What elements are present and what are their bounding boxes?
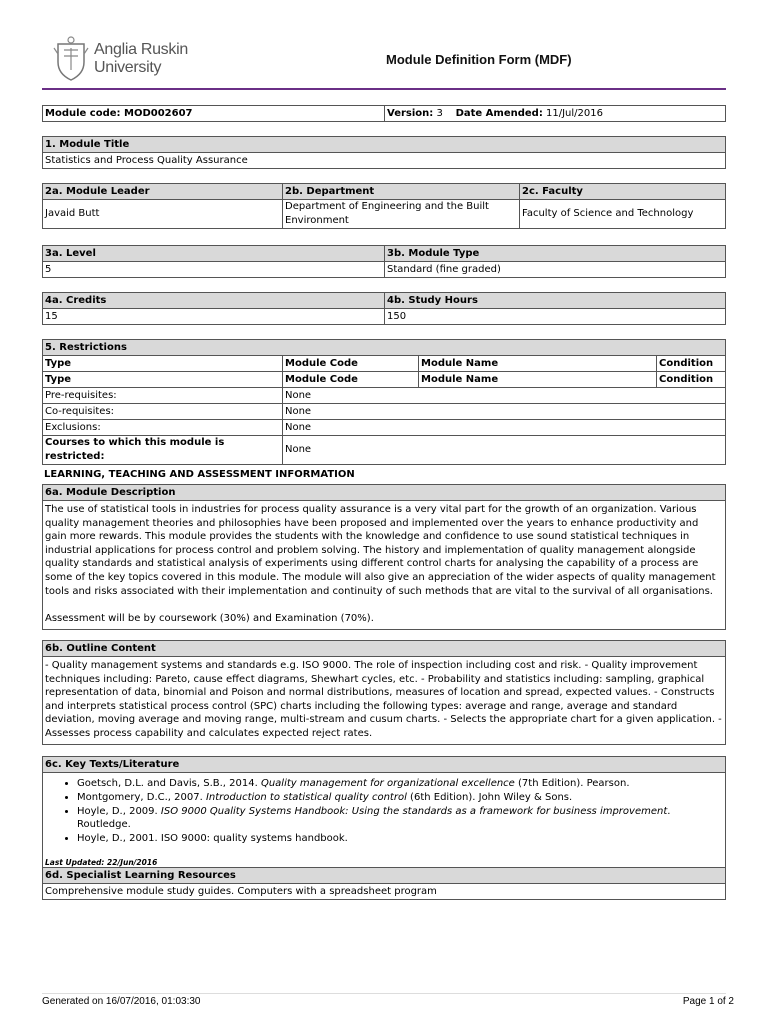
module-meta-table (42, 105, 726, 122)
page-number: Page 1 of 2 (682, 996, 734, 1007)
column-header-name: Module Name (419, 372, 657, 388)
column-header-condition: Condition (657, 372, 726, 388)
footer-divider (42, 993, 726, 994)
university-logo (52, 36, 222, 82)
crest-icon (52, 36, 90, 82)
outline-label: 6b. Outline Content (43, 641, 726, 657)
generated-timestamp: Generated on 16/07/2016, 01:03:30 (42, 996, 201, 1007)
module-title-value: Statistics and Process Quality Assurance (43, 153, 726, 169)
outline-text: - Quality management systems and standards e.g. ISO 9000. The role of inspection including cost and risk. - Quality improvement techniques including: Pareto, cause effect diagrams, Shewhart cycles, etc. - Probability and statistics including: sampling, graphical representation of data, binomial and Poison and normal distributions, measures of location and spread, expected values. - Constructs and interprets statistical process control (SPC) charts including the following types: average and range, average and standard deviation, moving average and moving range, multi-stream and cusum charts. - Selects the appropriate chart for a given application. - Assesses process capability and calculates expected reject rates. (43, 657, 726, 745)
header-divider (42, 88, 726, 90)
level-label: 3a. Level (43, 246, 385, 262)
form-title: Module Definition Form (MDF) (386, 52, 572, 67)
credits-label: 4a. Credits (43, 293, 385, 309)
restrictions-label: 5. Restrictions (43, 340, 726, 356)
table-row: Co-requisites: None (43, 404, 726, 420)
university-name: Anglia Ruskin University (94, 41, 188, 76)
description-text: The use of statistical tools in industries for process quality assurance is a very vital part for the growth of an organization. Various quality management theories and philosophies have been proposed and implemented over the years to enhance productivity and gain more rewards. This module provides the students with the knowledge and confidence to use sound statistical techniques in industrial applications for process control and problem solving. The history and implementation of quality management alongside quality standards and statistical analysis of experiments using different control charts for analysing the capability of a process are some of the key topics covered in this module. The module will also give an appreciation of the wider aspects of quality management tools and risks associated with their implementation and continuity of such methods that are vital to the survival of all organisations. Assessment will be by coursework (30%) and Examination (70%). (43, 501, 726, 630)
column-header-type: Type (43, 372, 283, 388)
faculty-value: Faculty of Science and Technology (520, 200, 726, 229)
column-header-condition: Condition (657, 356, 726, 372)
table-row: Pre-requisites: None (43, 388, 726, 404)
column-header-type: Type (43, 356, 283, 372)
list-item: • Hoyle, D., 2009. ISO 9000 Quality Systems Handbook: Using the standards as a framework for business improvement. Routledge. (77, 805, 723, 833)
leader-table (42, 183, 726, 229)
level-value: 5 (43, 262, 385, 278)
module-code: Module code: MOD002607 (43, 106, 385, 122)
credits-table (42, 292, 726, 325)
outline-table (42, 640, 726, 745)
module-type-label: 3b. Module Type (385, 246, 726, 262)
leader-label: 2a. Module Leader (43, 184, 283, 200)
module-title-table (42, 136, 726, 169)
date-amended-value: 11/Jul/2016 (546, 107, 603, 119)
restrictions-table (42, 339, 726, 465)
level-table (42, 245, 726, 278)
module-title-label: 1. Module Title (43, 137, 726, 153)
column-header-name: Module Name (419, 356, 657, 372)
list-item: • Goetsch, D.L. and Davis, S.B., 2014. Quality management for organizational excellence (7th Edition). Pearson. (77, 777, 723, 791)
column-header-code: Module Code (283, 372, 419, 388)
resources-label: 6d. Specialist Learning Resources (43, 868, 726, 884)
study-hours-value: 150 (385, 309, 726, 325)
list-item: • Montgomery, D.C., 2007. Introduction to statistical quality control (6th Edition). John Wiley & Sons. (77, 791, 723, 805)
assessment-text: Assessment will be by coursework (30%) and Examination (70%). (45, 613, 374, 625)
column-header-code: Module Code (283, 356, 419, 372)
leader-value: Javaid Butt (43, 200, 283, 229)
version-date-cell: Version: 3 Date Amended: 11/Jul/2016 (385, 106, 726, 122)
table-row: Exclusions: None (43, 420, 726, 436)
faculty-label: 2c. Faculty (520, 184, 726, 200)
key-texts-label: 6c. Key Texts/Literature (43, 757, 726, 773)
key-texts-body (43, 773, 726, 877)
department-label: 2b. Department (283, 184, 520, 200)
module-description-table (42, 484, 726, 630)
list-item: • Hoyle, D., 2001. ISO 9000: quality systems handbook. (77, 832, 723, 846)
description-label: 6a. Module Description (43, 485, 726, 501)
last-updated: Last Updated: 22/Jun/2016 (45, 857, 158, 867)
resources-text: Comprehensive module study guides. Computers with a spreadsheet program (43, 884, 726, 900)
resources-table (42, 867, 726, 900)
department-value: Department of Engineering and the Built Environment (283, 200, 520, 229)
version-value: 3 (436, 107, 443, 119)
study-hours-label: 4b. Study Hours (385, 293, 726, 309)
credits-value: 15 (43, 309, 385, 325)
key-texts-table (42, 756, 726, 877)
table-row: Courses to which this module is restricted: None (43, 436, 726, 465)
section-heading: LEARNING, TEACHING AND ASSESSMENT INFORMATION (44, 469, 355, 480)
module-type-value: Standard (fine graded) (385, 262, 726, 278)
